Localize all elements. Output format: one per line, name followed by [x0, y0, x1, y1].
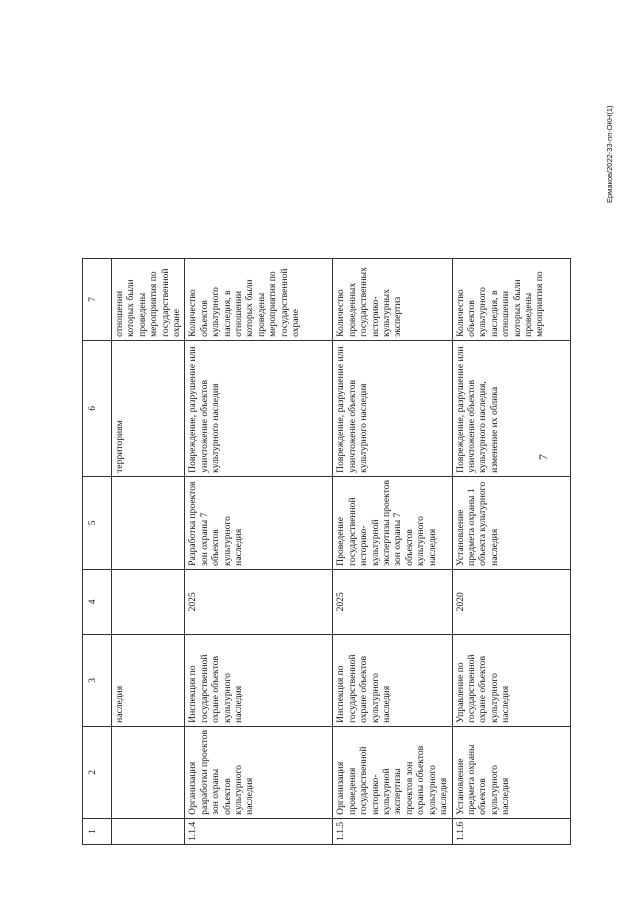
- year-cell: 2020: [452, 569, 570, 634]
- header-cell: 3: [83, 634, 112, 726]
- header-row: [83, 258, 112, 844]
- row-number: 1.1.6: [452, 818, 570, 844]
- indicator-cell: Количество объектов культурного наследия, в отношении которых были проведены мероприятия по: [452, 258, 570, 340]
- indicator-cell: Количество проведенных государственных историко-культурных экспертиз: [333, 258, 452, 340]
- year-cell: 2025: [185, 569, 333, 634]
- table-row: [452, 258, 570, 844]
- document-code: Ермаков/2022-33-пп-ОКН(1): [605, 105, 614, 203]
- header-cell: 7: [83, 258, 112, 340]
- year-cell: 2025: [333, 569, 452, 634]
- result-cell: Установление предмета охраны 1 объекта культурного наследия: [452, 476, 570, 569]
- executor-cell: Инспекция по государственной охране объектов культурного наследия: [333, 634, 452, 726]
- header-cell: 5: [83, 476, 112, 569]
- table-row: [333, 258, 452, 844]
- risk-cell: Повреждение, разрушение или уничтожение объектов культурного наследия, изменение их облика: [452, 340, 570, 476]
- header-cell: 6: [83, 340, 112, 476]
- activity-cell: Установление предмета охраны объектов культурного наследия: [452, 726, 570, 818]
- table-row: [185, 258, 333, 844]
- row-number: 1.1.5: [333, 818, 452, 844]
- risk-cell: территориям: [112, 340, 185, 476]
- indicator-cell: отношении которых были проведены мероприятия по государственной охране: [112, 258, 185, 340]
- year-cell: [112, 569, 185, 634]
- table-row: [112, 258, 185, 844]
- result-cell: [112, 476, 185, 569]
- result-cell: Проведение государственной историко-культурной экспертизы проектов зон охраны 7 объектов культурного наследия: [333, 476, 452, 569]
- page-number: 7: [536, 454, 550, 460]
- row-number: 1.1.4: [185, 818, 333, 844]
- executor-cell: наследия: [112, 634, 185, 726]
- program-table: [82, 258, 571, 845]
- executor-cell: Инспекция по государственной охране объектов культурного наследия: [185, 634, 333, 726]
- result-cell: Разработка проектов зон охраны 7 объектов культурного наследия: [185, 476, 333, 569]
- activity-cell: Организация разработки проектов зон охраны объектов культурного наследия: [185, 726, 333, 818]
- executor-cell: Управление по государственной охране объектов культурного наследия: [452, 634, 570, 726]
- risk-cell: Повреждение, разрушение или уничтожение объектов культурного наследия: [333, 340, 452, 476]
- indicator-cell: Количество объектов культурного наследия, в отношении которых были проведены мероприятия по государственной охране: [185, 258, 333, 340]
- risk-cell: Повреждение, разрушение или уничтожение объектов культурного наследия: [185, 340, 333, 476]
- row-number: [112, 818, 185, 844]
- header-cell: 4: [83, 569, 112, 634]
- header-cell: 1: [83, 818, 112, 844]
- header-cell: 2: [83, 726, 112, 818]
- activity-cell: [112, 726, 185, 818]
- activity-cell: Организация проведения государственной историко-культурной экспертизы проектов зон охраны объектов культурного наследия: [333, 726, 452, 818]
